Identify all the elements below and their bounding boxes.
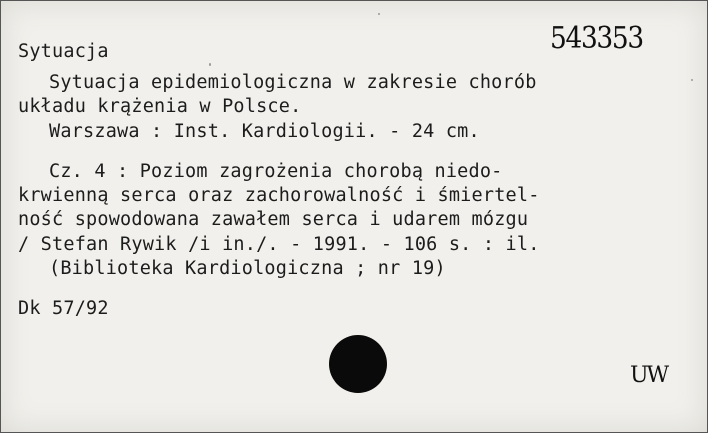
call-number: 543353 — [550, 21, 643, 56]
paper-speck — [378, 13, 380, 15]
part-line: krwienną serca oraz zachorowalność i śmiertel- — [18, 185, 540, 206]
part-line: Cz. 4 : Poziom zagrożenia chorobą niedo- — [49, 161, 503, 182]
shelf-mark: Dk 57/92 — [18, 298, 109, 319]
punch-hole — [329, 335, 387, 393]
heading: Sytuacja — [18, 41, 109, 62]
handwritten-initials: UW — [630, 363, 668, 388]
paper-speck — [209, 63, 211, 66]
title-line: układu krążenia w Polsce. — [18, 96, 302, 117]
paper-speck — [691, 79, 693, 81]
imprint: Warszawa : Inst. Kardiologii. - 24 cm. — [49, 121, 480, 142]
part-line: (Biblioteka Kardiologiczna ; nr 19) — [49, 258, 446, 279]
part-line: ność spowodowana zawałem serca i udarem mózgu — [18, 209, 529, 230]
title-line: Sytuacja epidemiologiczna w zakresie chorób — [49, 72, 537, 93]
part-line: / Stefan Rywik /i in./. - 1991. - 106 s. : il. — [18, 234, 540, 255]
